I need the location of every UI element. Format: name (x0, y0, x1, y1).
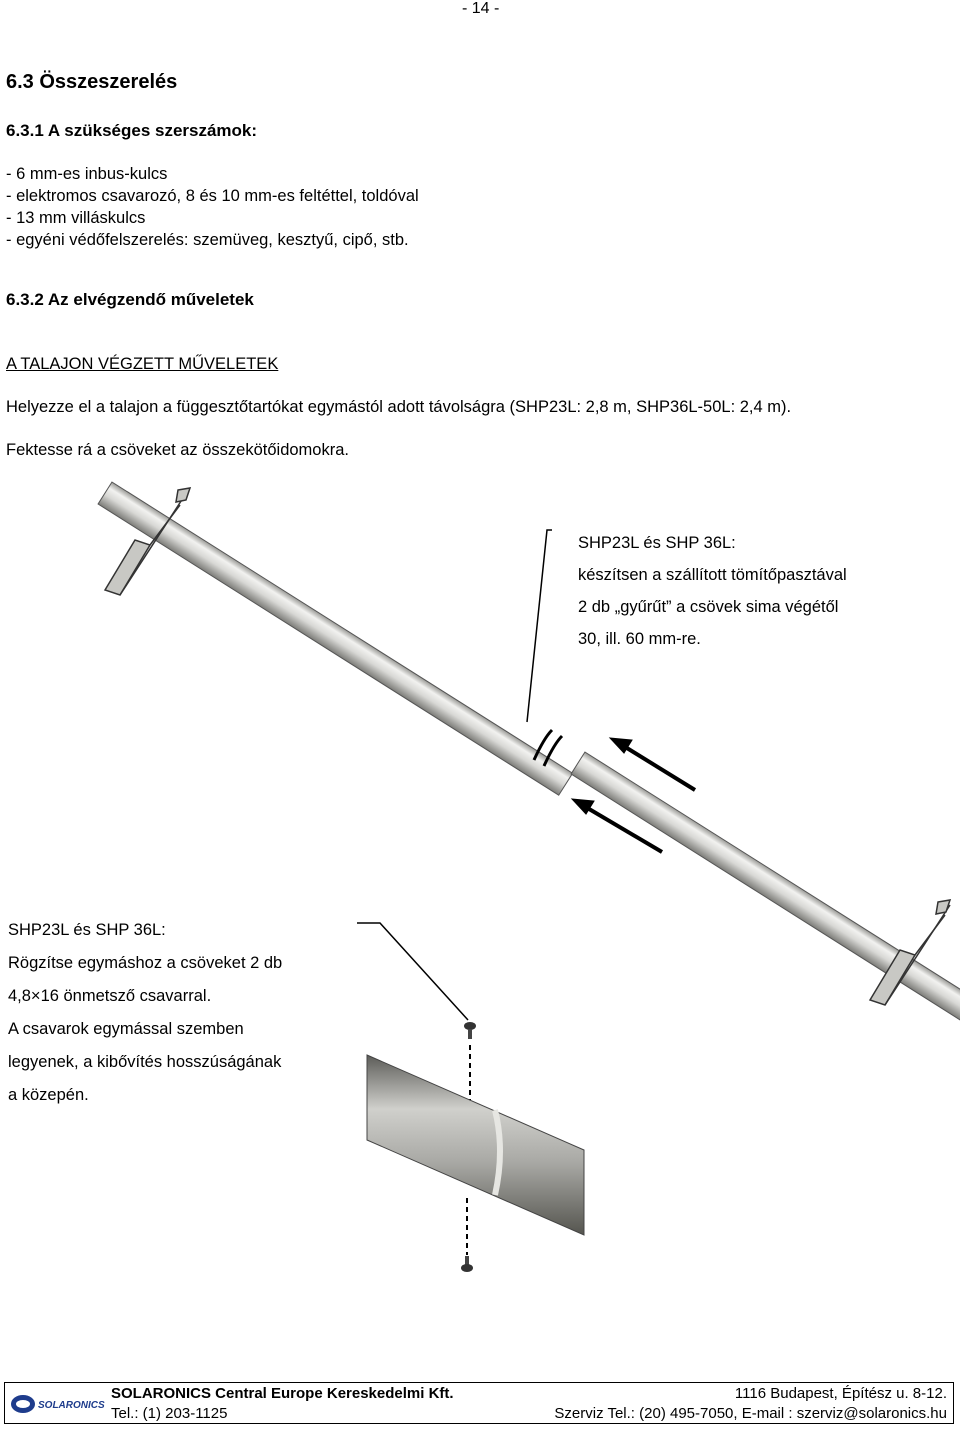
list-item: - 6 mm-es inbus-kulcs (6, 165, 168, 183)
solaronics-logo (9, 1390, 105, 1418)
callout-rings (578, 527, 847, 655)
pipe-upper (98, 482, 573, 795)
callout-leader-1 (527, 530, 552, 722)
callout-line: SHP23L és SHP 36L: (8, 921, 166, 939)
paragraph-placement: Helyezze el a talajon a függesztőtartókat egymástól adott távolságra (SHP23L: 2,8 m, SHP36L-50L: 2,4 m). (6, 398, 792, 416)
screw-bottom (461, 1198, 473, 1272)
callout-line: 4,8×16 önmetsző csavarral. (8, 987, 212, 1005)
callout-line: készítsen a szállított tömítőpasztával (578, 566, 847, 584)
ground-operations-title: A TALAJON VÉGZETT MŰVELETEK (6, 355, 279, 373)
svg-text:SOLARONICS: SOLARONICS (38, 1400, 105, 1411)
pipe-detail (367, 1055, 584, 1235)
footer (4, 1382, 954, 1424)
list-item: - 13 mm villáskulcs (6, 209, 146, 227)
paragraph-pipes: Fektesse rá a csöveket az összekötőidomokra. (6, 441, 349, 459)
footer-service: Szerviz Tel.: (20) 495-7050, E-mail : szerviz@solaronics.hu (554, 1405, 947, 1422)
callout-line: a közepén. (8, 1086, 89, 1104)
screw-top (464, 1022, 476, 1105)
callout-line: SHP23L és SHP 36L: (578, 534, 736, 552)
callout-line: 30, ill. 60 mm-re. (578, 630, 701, 648)
callout-leader-2 (357, 923, 468, 1020)
callout-line: A csavarok egymással szemben (8, 1020, 244, 1038)
callout-line: 2 db „gyűrűt” a csövek sima végétől (578, 598, 839, 616)
tools-title: 6.3.1 A szükséges szerszámok: (6, 121, 258, 140)
callout-line: legyenek, a kibővítés hosszúságának (8, 1053, 282, 1071)
footer-company: SOLARONICS Central Europe Kereskedelmi Kft. (111, 1385, 454, 1402)
footer-phone: Tel.: (1) 203-1125 (111, 1405, 228, 1422)
callout-line: Rögzítse egymáshoz a csöveket 2 db (8, 954, 283, 972)
section-title: 6.3 Összeszerelés (6, 71, 178, 93)
list-item: - egyéni védőfelszerelés: szemüveg, kesztyű, cipő, stb. (6, 231, 409, 249)
operations-title: 6.3.2 Az elvégzendő műveletek (6, 290, 254, 309)
page-number: - 14 - (462, 0, 500, 17)
callout-screws (8, 914, 282, 1112)
footer-address: 1116 Budapest, Építész u. 8-12. (734, 1385, 947, 1402)
list-item: - elektromos csavarozó, 8 és 10 mm-es feltéttel, toldóval (6, 187, 419, 205)
